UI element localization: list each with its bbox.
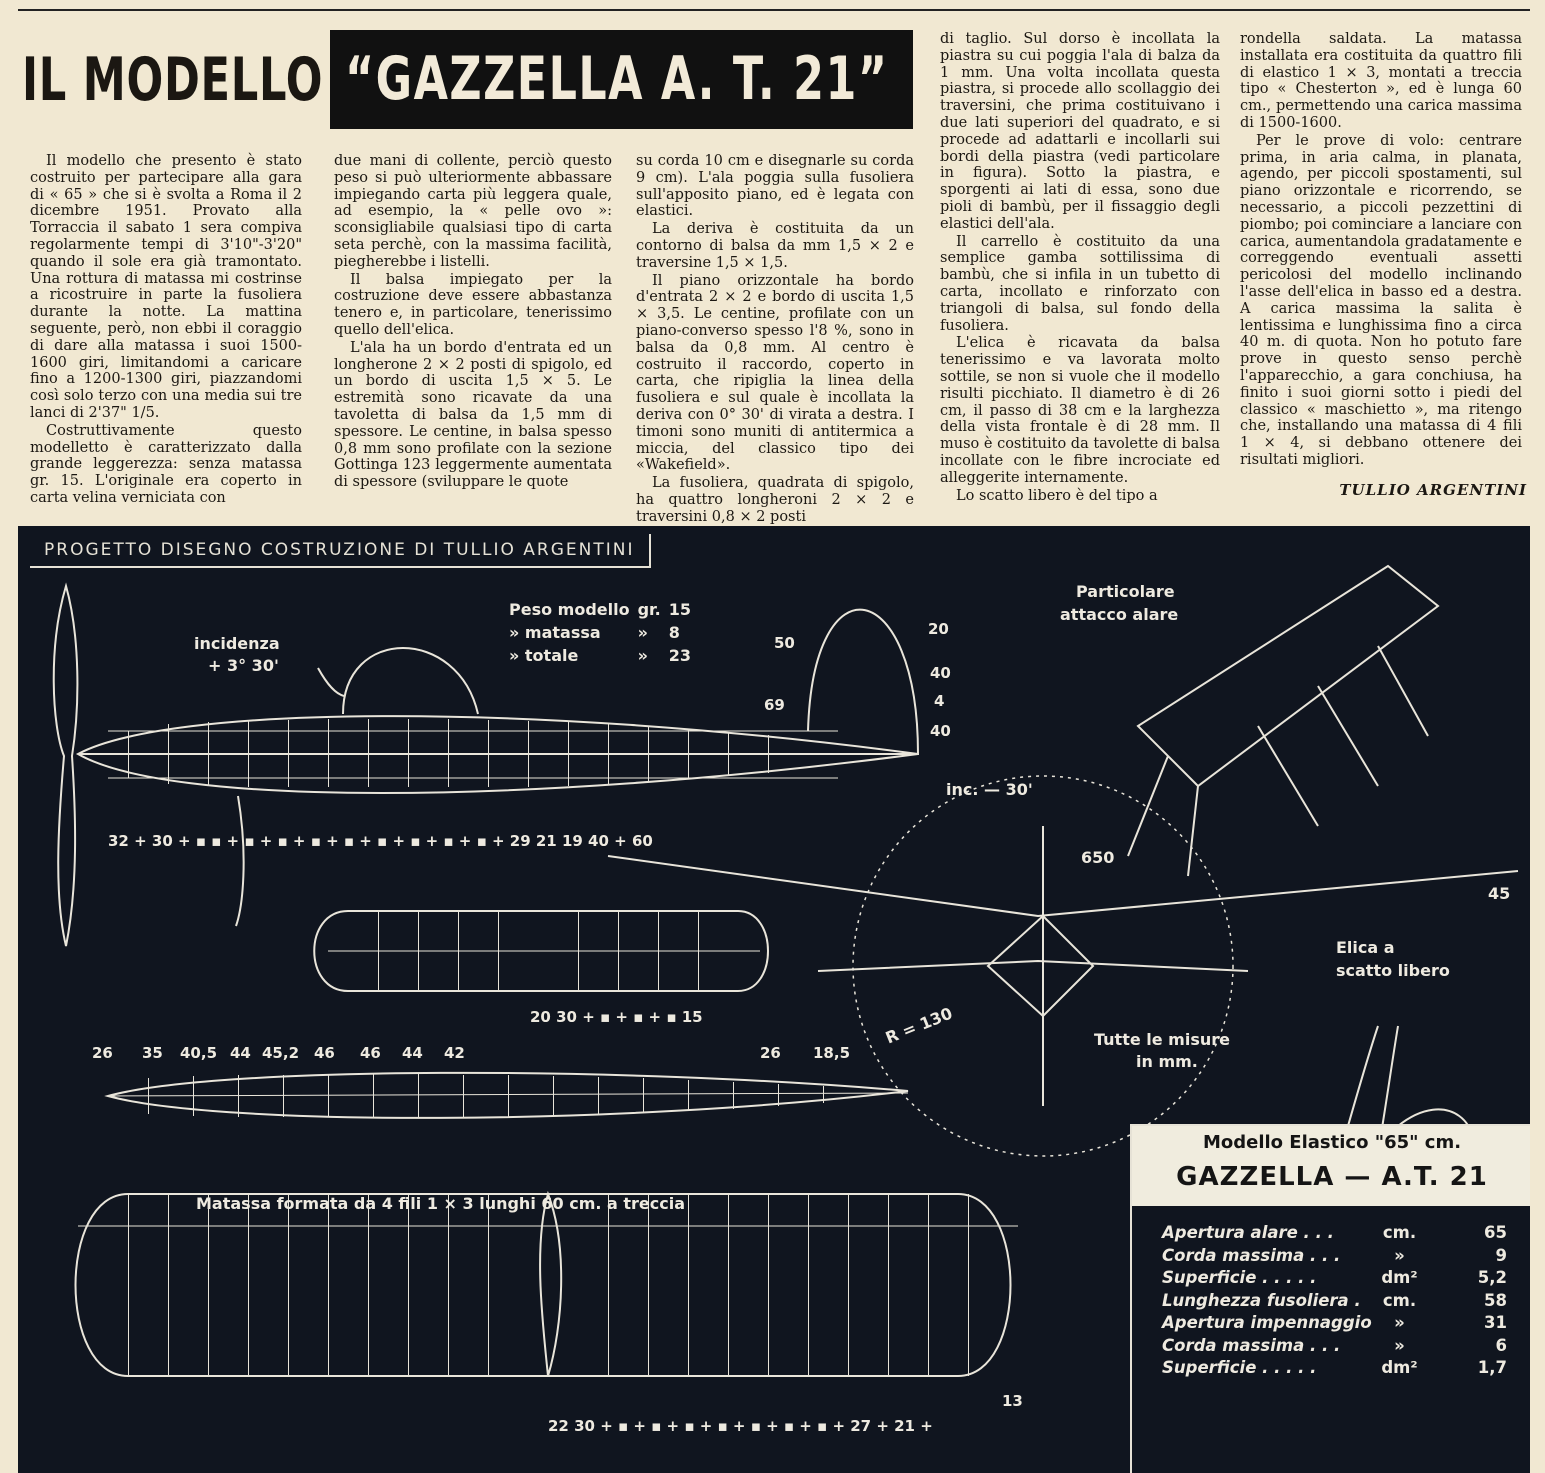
article-column-5 <box>1240 31 1522 470</box>
spec-value: 1,7 <box>1477 1358 1507 1377</box>
fin-dim-40b: 40 <box>930 722 951 740</box>
spec-row <box>1162 1245 1507 1268</box>
paragraph: Il balsa impiegato per la costruzione deve essere abbastanza tenero e, in particolare, tenerissimo quello dell'elica. <box>334 271 612 338</box>
weight-row <box>509 621 699 644</box>
front-view-tailplane <box>818 961 1248 971</box>
spec-row <box>1162 1290 1507 1313</box>
spec-label: Apertura alare . . . <box>1162 1223 1334 1242</box>
tailplane-dimensions: 20 30 + ▪ + ▪ + ▪ 15 <box>530 1008 703 1026</box>
weight-label: » matassa <box>509 623 601 642</box>
wing-dim-13: 13 <box>1002 1392 1023 1410</box>
blueprint-plate <box>18 526 1530 1473</box>
front-view-wing <box>608 856 1518 916</box>
fin-dim-20: 20 <box>928 620 949 638</box>
landing-gear-drawing <box>236 796 244 926</box>
spec-value: 58 <box>1484 1290 1507 1310</box>
weight-row <box>509 598 699 621</box>
spec-value: 5,2 <box>1477 1268 1507 1287</box>
wing-center-rib <box>540 1194 561 1376</box>
top-station-8: 44 <box>402 1044 423 1062</box>
wing-ribs <box>128 1194 969 1376</box>
weight-unit: » <box>637 646 648 665</box>
weight-table <box>509 598 699 667</box>
propeller-side-drawing <box>54 586 78 946</box>
spec-title: GAZZELLA — A.T. 21 <box>1176 1162 1488 1192</box>
spec-row <box>1162 1335 1507 1358</box>
spec-label: Corda massima . . . <box>1162 1245 1341 1265</box>
spec-subtitle: Modello Elastico "65" cm. <box>1202 1132 1462 1153</box>
spec-row <box>1162 1267 1507 1290</box>
top-station-1: 26 <box>92 1044 113 1062</box>
weight-label: Peso modello <box>509 600 630 619</box>
fin-dim-40a: 40 <box>930 664 951 682</box>
top-station-10: 26 <box>760 1044 781 1062</box>
particolare-label: Particolare <box>1076 582 1175 601</box>
weight-unit: » <box>637 623 648 642</box>
weight-value: 8 <box>668 623 680 642</box>
top-station-9: 42 <box>444 1044 465 1062</box>
paragraph: Il modello che presento è stato costruito per partecipare alla gara di « 65 » che si è svolta a Roma il 2 dicembre 1951. Provato alla Torraccia il sabato 1 sera compiva regolarmente tempi di 3'10"-3'20" quando il sole era già tramontato. Una rottura di matassa mi costrinse a ricostruire in parte la fusoliera durante la notte. La mattina seguente, però, non ebbi il coraggio di dare alla matassa i suoi 1500-1600 giri, limitandomi a caricare fino a 1200-1300 giri, piazzandomi così solo terzo con una media sui tre lanci di 2'37" 1/5. <box>30 153 302 421</box>
paragraph: Per le prove di volo: centrare prima, in aria calma, in planata, agendo, per piccoli spostamenti, sul piano orizzontale e ricorrendo, se necessario, a piccoli pezzettini di piombo; poi cominciare a lanciare con carica, aumentandola gradatamente e correggendo eventuali assetti pericolosi del modello inclinando l'asse dell'elica in basso ed a destra. A carica massima la salita è lentissima e lunghissima fino a circa 40 m. di quota. Non ho potuto fare prove in questo senso perchè l'apparecchio, a gara conchiusa, ha finito i suoi giorni sotto i piedi del classico « maschietto », ma ritengo che, installando una matassa di 4 fili 1 × 4, si debbano ottenere dei risultati migliori. <box>1240 132 1522 468</box>
paragraph: Il carrello è costituito da una semplice gamba sottilissima di bambù, che si infila in un tubetto di carta, incollato e rinforzato con triangoli di balsa, sul fondo della fusoliera. <box>940 233 1220 334</box>
rubber-motor-caption: Matassa formata da 4 fili 1 × 3 lunghi 60 cm. a treccia <box>196 1194 686 1213</box>
weight-unit: gr. <box>637 600 661 619</box>
top-station-3: 40,5 <box>180 1044 218 1062</box>
spec-unit: » <box>1394 1313 1405 1332</box>
spec-label: Superficie . . . . . <box>1162 1358 1317 1377</box>
spec-label: Apertura impennaggio <box>1162 1313 1372 1332</box>
spec-row <box>1162 1312 1507 1335</box>
incidenza-value: + 3° 30' <box>208 656 279 675</box>
scatto-libero-label: scatto libero <box>1336 961 1450 980</box>
spec-row <box>1162 1222 1507 1245</box>
fin-dim-50: 50 <box>774 634 795 652</box>
weight-row <box>509 644 699 667</box>
author-signature: TULLIO ARGENTINI <box>1339 481 1527 499</box>
incidenza-label: incidenza <box>194 634 280 653</box>
front-view-nose <box>988 916 1093 1016</box>
spec-header <box>1132 1126 1530 1206</box>
top-station-5: 45,2 <box>262 1044 300 1062</box>
spec-table <box>1162 1222 1507 1380</box>
paragraph: L'ala ha un bordo d'entrata ed un longherone 2 × 2 posti di spigolo, ed un bordo di uscita 1,5 × 5. Le estremità sono ricavate da una tavoletta di balsa da 1,5 mm di spessore. Le centine, in balsa spesso 0,8 mm sono profilate con la sezione Gottinga 123 leggermente aumentata di spessore (sviluppare le quote <box>334 339 612 491</box>
spec-label: Superficie . . . . . <box>1162 1268 1317 1287</box>
spec-value: 6 <box>1495 1335 1507 1355</box>
fin-drawing <box>808 610 918 754</box>
paragraph: due mani di collente, perciò questo peso si può ulteriormente abbassare impiegando carta più leggera quale, ad esempio, la « pelle ovo »: sconsigliabile qualsiasi tipo di carta seta perchè, con la massima facilità, piegherebbe i listelli. <box>334 153 612 270</box>
paragraph: Costruttivamente questo modelletto è caratterizzato dalla grande leggerezza: senza matassa gr. 15. L'originale era coperto in carta velina verniciata con <box>30 422 302 506</box>
article-column-3 <box>636 153 914 527</box>
top-station-11: 18,5 <box>813 1044 851 1062</box>
fin-dim-4: 4 <box>934 692 945 710</box>
top-station-4: 44 <box>230 1044 251 1062</box>
radius-label: R = 130 <box>882 1003 956 1048</box>
spec-unit: cm. <box>1382 1290 1417 1310</box>
spec-unit: cm. <box>1382 1223 1417 1242</box>
top-station-2: 35 <box>142 1044 163 1062</box>
article-title-left: IL MODELLO <box>22 45 324 115</box>
dihedral-label: 45 <box>1488 884 1511 903</box>
article-column-1 <box>30 153 302 508</box>
spec-value: 31 <box>1484 1313 1507 1332</box>
spec-value: 9 <box>1495 1245 1507 1265</box>
spec-label: Lunghezza fusoliera . <box>1162 1290 1361 1310</box>
spec-box <box>1130 1124 1530 1473</box>
spec-unit: dm² <box>1381 1358 1418 1377</box>
top-rule <box>18 9 1530 11</box>
span-label: 650 <box>1081 848 1115 867</box>
plate-header: PROGETTO DISEGNO COSTRUZIONE DI TULLIO ARGENTINI <box>30 534 651 568</box>
spec-row <box>1162 1357 1507 1380</box>
paragraph: La fusoliera, quadrata di spigolo, ha quattro longheroni 2 × 2 e traversini 0,8 × 2 posti <box>636 475 914 525</box>
fin-dim-69: 69 <box>764 696 785 714</box>
article-column-2 <box>334 153 612 492</box>
incidenza-arrow <box>318 668 344 696</box>
paragraph: La deriva è costituita da un contorno di balsa da mm 1,5 × 2 e traversine 1,5 × 1,5. <box>636 221 914 271</box>
spec-unit: » <box>1394 1245 1405 1265</box>
paragraph: di taglio. Sul dorso è incollata la piastra su cui poggia l'ala di balza da 1 mm. Una volta incollata questa piastra, si procede allo scollaggio dei traversini, che prima costituivano i due lati superiori del quadrato, e si procede ad adattarli e incollarli sui bordi della piastra (vedi particolare in figura). Sotto la piastra, e sporgenti ai lati di essa, sono due pioli di bambù, per il fissaggio degli elastici dell'ala. <box>940 31 1220 232</box>
measure-unit-label: in mm. <box>1136 1052 1198 1071</box>
spec-value: 65 <box>1484 1223 1507 1242</box>
weight-value: 23 <box>668 646 691 665</box>
paragraph: rondella saldata. La matassa installata era costituita da quattro fili di elastico 1 × 3, montati a treccia tipo « Chesterton », ed è lunga 60 cm., permettendo una carica massima di 1500-1600. <box>1240 31 1522 131</box>
wing-dimensions: 22 30 + ▪ + ▪ + ▪ + ▪ + ▪ + ▪ + ▪ + 27 + 21 + <box>548 1417 933 1435</box>
paragraph: L'elica è ricavata da balsa tenerissimo e va lavorata molto sottile, se non si vuole che il modello risulti picchiato. Il diametro è di 26 cm, il passo di 38 cm e la larghezza della vista frontale è di 28 mm. Il muso è costituito da tavolette di balsa incollate con le fibre incrociate ed alleggerite internamente. <box>940 335 1220 486</box>
measure-note-label: Tutte le misure <box>1094 1030 1230 1049</box>
wing-pylon-drawing <box>343 648 478 714</box>
weight-label: » totale <box>509 646 579 665</box>
elica-label: Elica a <box>1336 938 1395 957</box>
article-column-4 <box>940 31 1220 505</box>
fin-incidence-label: inc. — 30' <box>946 780 1033 799</box>
paragraph: su corda 10 cm e disegnarle su corda 9 cm). L'ala poggia sulla fusoliera sull'apposito piano, ed è legata con elastici. <box>636 153 914 220</box>
top-station-7: 46 <box>360 1044 381 1062</box>
spec-unit: » <box>1394 1335 1405 1355</box>
fuselage-side-dimensions: 32 + 30 + ▪ ▪ + ▪ + ▪ + ▪ + ▪ + ▪ + ▪ + ▪ + ▪ + 29 21 19 40 + 60 <box>108 832 653 850</box>
paragraph: Il piano orizzontale ha bordo d'entrata 2 × 2 e bordo di uscita 1,5 × 3,5. Le centine, profilate con un piano-converso spesso l'8 %, sono in balsa da 0,8 mm. Al centro è costruito il raccordo, coperto in carta, che ripiglia la linea della fusoliera e sul quale è incollata la deriva con 0° 30' di virata a destra. I timoni sono muniti di antitermica a miccia, del classico tipo dei «Wakefield». <box>636 272 914 474</box>
attacco-alare-label: attacco alare <box>1060 605 1179 624</box>
spec-label: Corda massima . . . <box>1162 1335 1341 1355</box>
paragraph: Lo scatto libero è del tipo a <box>956 487 1158 504</box>
article-title-right: “GAZZELLA A. T. 21” <box>345 44 889 114</box>
spec-unit: dm² <box>1381 1268 1418 1287</box>
top-station-6: 46 <box>314 1044 335 1062</box>
weight-value: 15 <box>668 600 691 619</box>
